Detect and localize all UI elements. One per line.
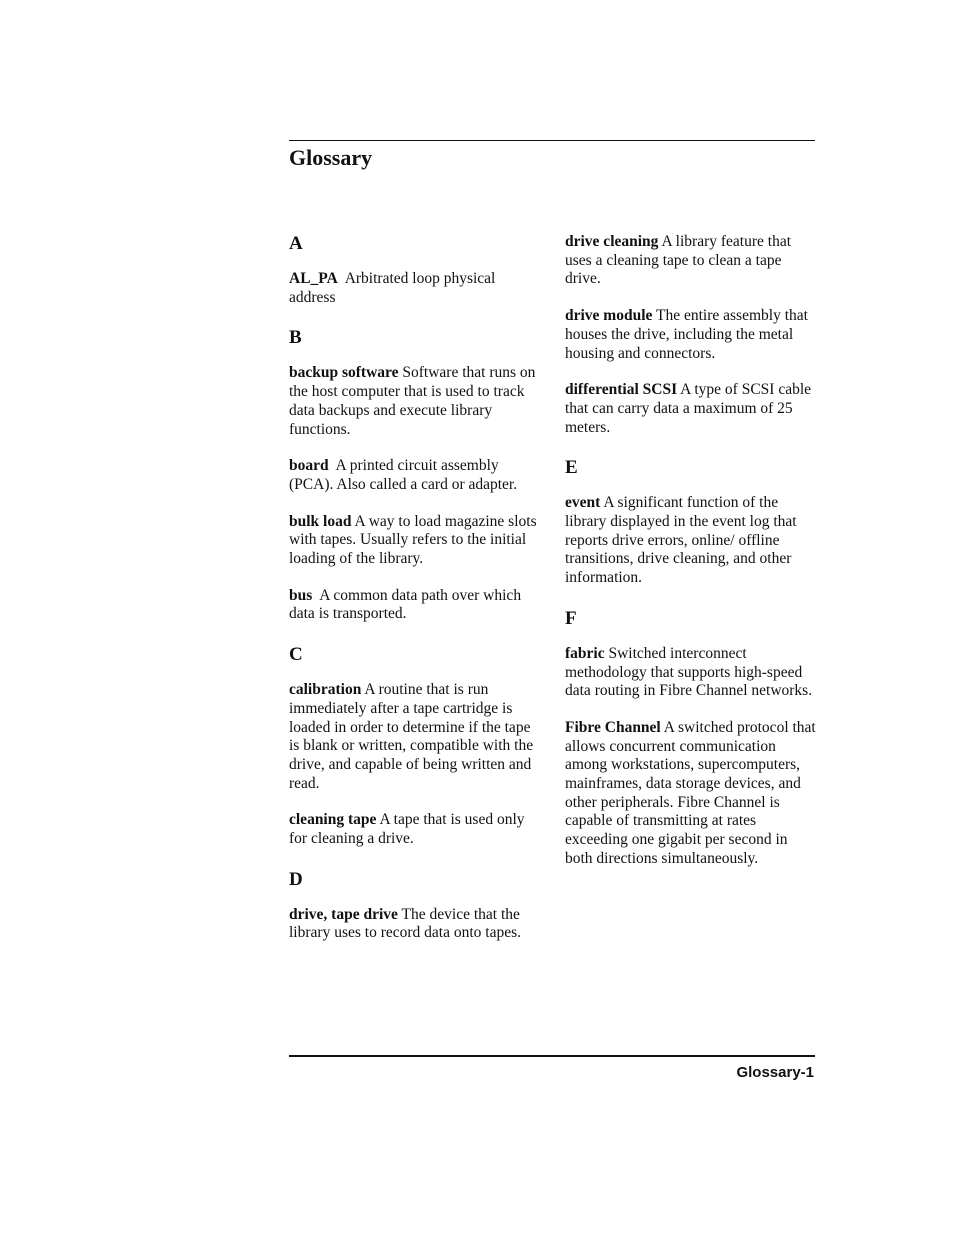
glossary-definition: A common data path over which data is transported.: [289, 586, 522, 623]
glossary-entry: [289, 270, 541, 307]
glossary-entry: [565, 307, 817, 363]
section-heading-e: E: [565, 457, 578, 479]
glossary-entry: [289, 364, 541, 439]
glossary-definition: The entire assembly that houses the drive, including the metal housing and connectors.: [565, 307, 808, 362]
glossary-definition: A switched protocol that allows concurrent communication among workstations, supercomputers, mainframes, data storage devices, and other peripherals. Fibre Channel is capable of transmitting at rates exceeding one gigabit per second in both directions simultaneously.: [565, 718, 816, 867]
glossary-entry: [289, 681, 541, 793]
glossary-column-right: [565, 231, 817, 887]
glossary-entry: [289, 906, 541, 943]
section-heading-d: D: [289, 868, 303, 890]
section-heading-b: B: [289, 327, 302, 349]
glossary-term: calibration: [289, 681, 362, 699]
glossary-entry: [289, 811, 541, 848]
glossary-definition: A library feature that uses a cleaning tape to clean a tape drive.: [565, 233, 792, 288]
page-number: Glossary-1: [736, 1064, 814, 1081]
section-heading-a: A: [289, 233, 303, 254]
glossary-term: bulk load: [289, 512, 352, 530]
glossary-definition: A printed circuit assembly (PCA). Also called a card or adapter.: [289, 457, 518, 493]
glossary-term: backup software: [289, 364, 399, 382]
glossary-definition: The device that the library uses to record data onto tapes.: [289, 905, 521, 942]
bottom-rule: [289, 1055, 815, 1057]
glossary-entry: [565, 719, 817, 869]
glossary-entry: [289, 457, 541, 494]
glossary-definition: A tape that is used only for cleaning a drive.: [289, 811, 525, 848]
glossary-term: bus: [289, 586, 313, 604]
glossary-term: drive module: [565, 307, 653, 325]
glossary-term: fabric: [565, 644, 605, 662]
glossary-definition: A routine that is run immediately after a tape cartridge is loaded in order to determine if the tape is blank or written, compatible with the drive, and capable of being written and read.: [289, 681, 534, 792]
glossary-term: differential SCSI: [565, 381, 678, 399]
glossary-term: board: [289, 457, 329, 475]
glossary-definition: A significant function of the library displayed in the event log that reports drive errors, online/ offline transitions, drive cleaning, and other information.: [565, 494, 797, 587]
glossary-column-left: [289, 231, 541, 961]
glossary-definition: Switched interconnect methodology that supports high-speed data routing in Fibre Channel networks.: [565, 644, 813, 700]
page-title: Glossary: [289, 145, 373, 170]
section-heading-c: C: [289, 644, 303, 666]
section-heading-f: F: [565, 607, 577, 629]
glossary-term: event: [565, 494, 601, 512]
glossary-entry: [565, 381, 817, 437]
glossary-entry: [289, 587, 541, 624]
glossary-definition: Software that runs on the host computer that is used to track data backups and execute library functions.: [289, 364, 536, 438]
glossary-term: drive, tape drive: [289, 905, 398, 923]
glossary-term: cleaning tape: [289, 811, 377, 829]
glossary-term: drive cleaning: [565, 233, 659, 250]
glossary-definition: A way to load magazine slots with tapes. Usually refers to the initial loading of the library.: [289, 512, 537, 568]
top-rule: [289, 140, 815, 141]
glossary-entry: [565, 494, 817, 588]
glossary-entry: [565, 645, 817, 701]
glossary-entry: [289, 513, 541, 569]
glossary-entry: [565, 233, 817, 289]
glossary-term: AL_PA: [289, 270, 338, 287]
glossary-definition: Arbitrated loop physical address: [289, 270, 496, 306]
glossary-term: Fibre Channel: [565, 718, 661, 736]
glossary-definition: A type of SCSI cable that can carry data a maximum of 25 meters.: [565, 381, 812, 436]
